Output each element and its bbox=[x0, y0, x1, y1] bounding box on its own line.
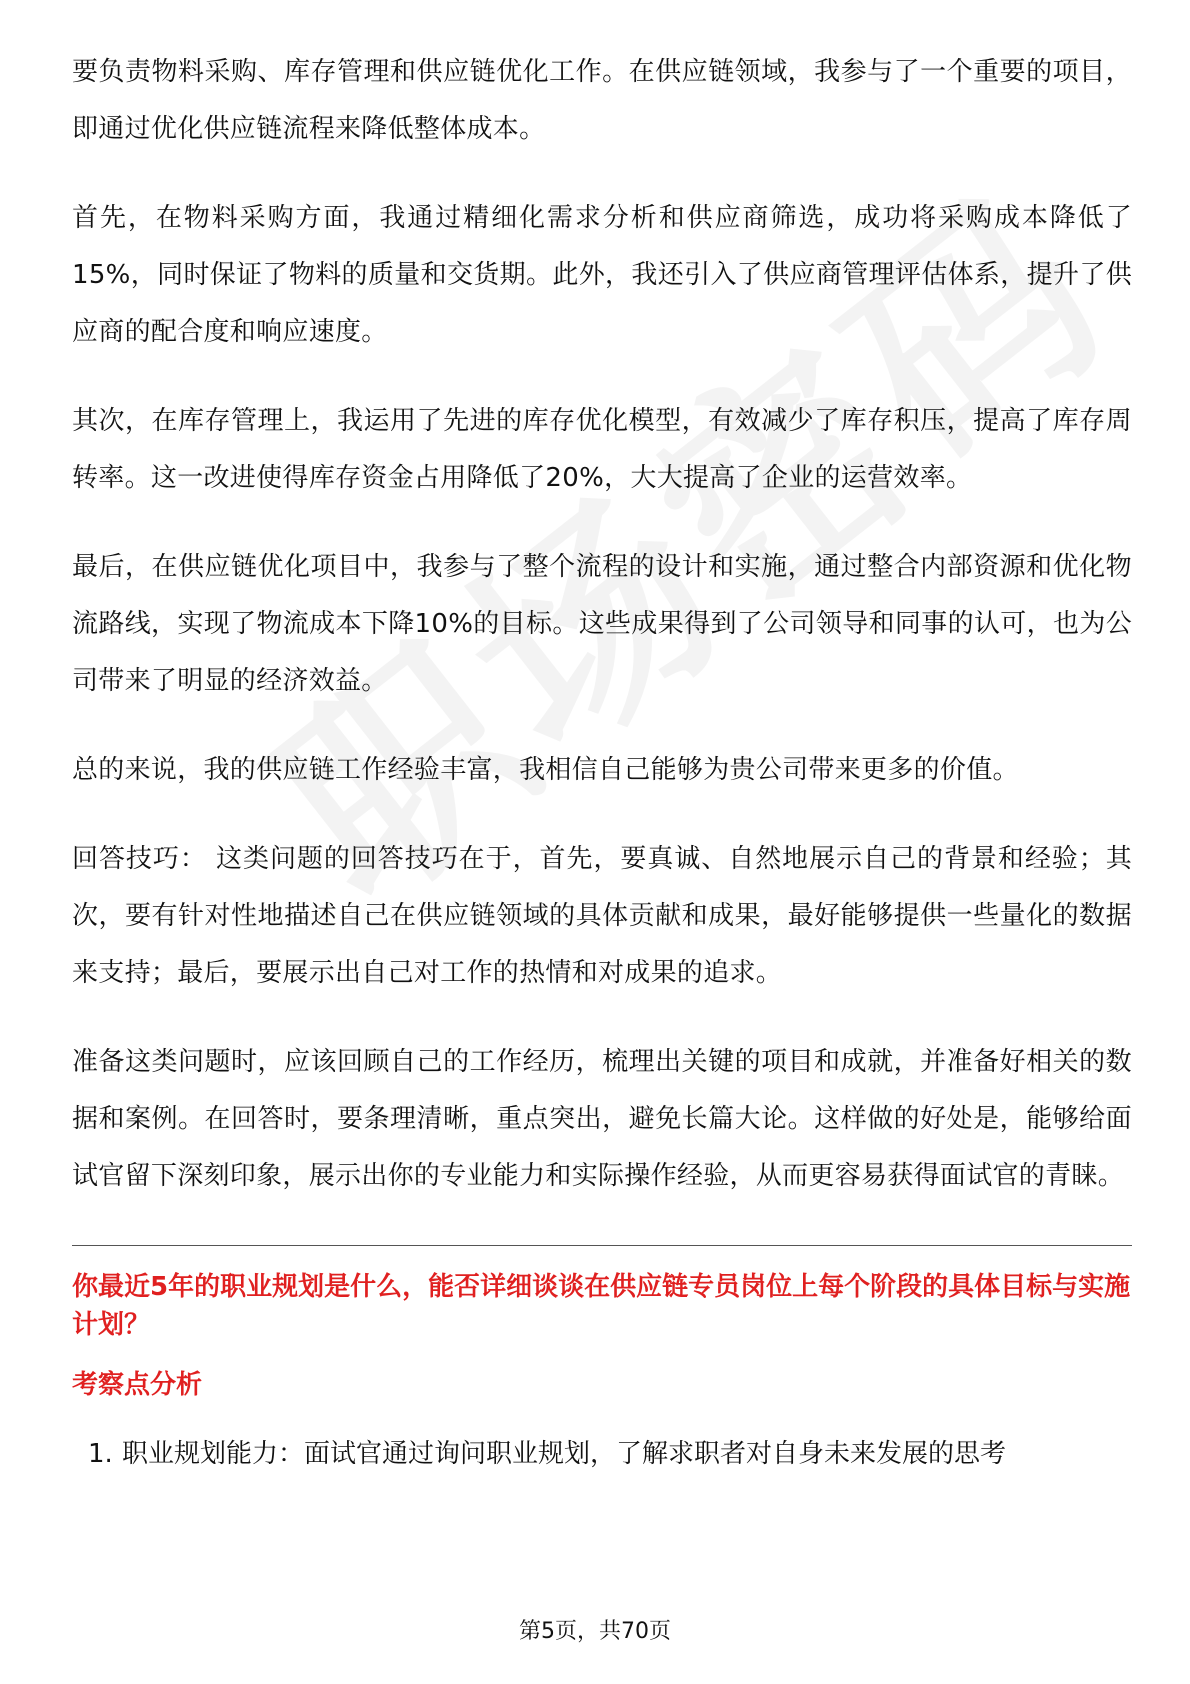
paragraph: 回答技巧： 这类问题的回答技巧在于，首先，要真诚、自然地展示自己的背景和经验；其次，要有针对性地描述自己在供应链领域的具体贡献和成果，最好能够提供一些量化的数据来支持；最后，要展示出自己对工作的热情和对成果的追求。 bbox=[72, 844, 1132, 988]
analysis-list bbox=[72, 1430, 1132, 1478]
section-divider bbox=[72, 1245, 1132, 1246]
question-heading: 你最近5年的职业规划是什么，能否详细谈谈在供应链专员岗位上每个阶段的具体目标与实施计划？ bbox=[72, 1272, 1131, 1340]
paragraph: 要负责物料采购、库存管理和供应链优化工作。在供应链领域，我参与了一个重要的项目，即通过优化供应链流程来降低整体成本。 bbox=[72, 57, 1132, 144]
paragraph: 最后，在供应链优化项目中，我参与了整个流程的设计和实施，通过整合内部资源和优化物流路线，实现了物流成本下降10%的目标。这些成果得到了公司领导和同事的认可，也为公司带来了明显的经济效益。 bbox=[72, 552, 1132, 696]
paragraph: 首先，在物料采购方面，我通过精细化需求分析和供应商筛选，成功将采购成本降低了15%，同时保证了物料的质量和交货期。此外，我还引入了供应商管理评估体系，提升了供应商的配合度和响应速度。 bbox=[72, 203, 1132, 347]
paragraph: 准备这类问题时，应该回顾自己的工作经历，梳理出关键的项目和成就，并准备好相关的数据和案例。在回答时，要条理清晰，重点突出，避免长篇大论。这样做的好处是，能够给面试官留下深刻印象，展示出你的专业能力和实际操作经验，从而更容易获得面试官的青睐。 bbox=[72, 1047, 1132, 1191]
list-item-number: 1. bbox=[88, 1439, 113, 1469]
paragraph: 总的来说，我的供应链工作经验丰富，我相信自己能够为贵公司带来更多的价值。 bbox=[72, 755, 1019, 785]
paragraph: 其次，在库存管理上，我运用了先进的库存优化模型，有效减少了库存积压，提高了库存周转率。这一改进使得库存资金占用降低了20%，大大提高了企业的运营效率。 bbox=[72, 406, 1132, 493]
list-item bbox=[72, 1430, 1132, 1478]
document-body bbox=[72, 44, 1132, 1478]
page-footer: 第5页，共70页 bbox=[519, 1619, 671, 1644]
list-item-text: 职业规划能力：面试官通过询问职业规划，了解求职者对自身未来发展的思考 bbox=[122, 1439, 1007, 1469]
section-title: 考察点分析 bbox=[72, 1370, 203, 1400]
